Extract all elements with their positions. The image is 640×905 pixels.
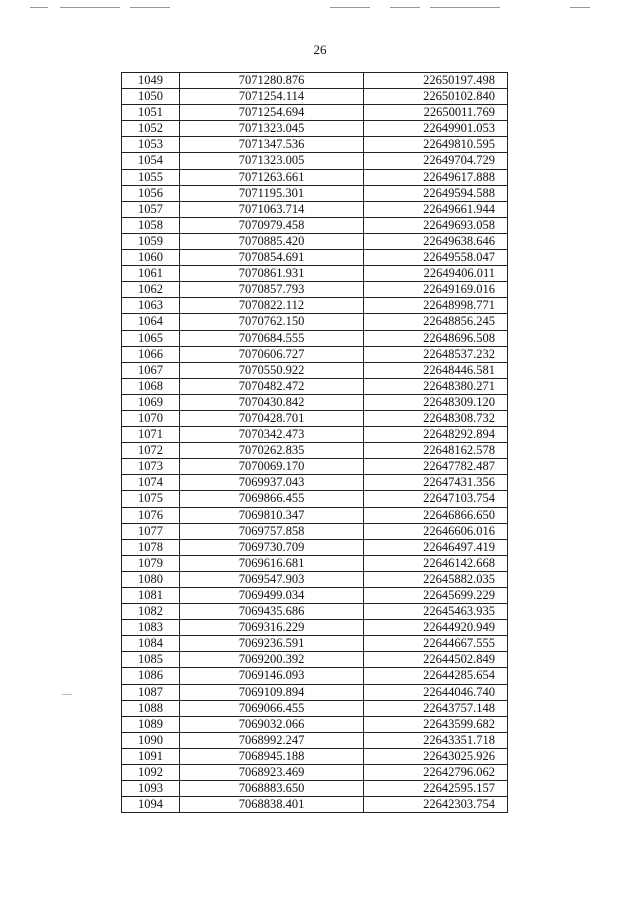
table-row: [122, 330, 508, 346]
table-row: [122, 588, 508, 604]
table-row: [122, 137, 508, 153]
point-number-cell: 1073: [122, 459, 180, 475]
x-coordinate-cell: 7069032.066: [180, 716, 364, 732]
y-coordinate-cell: 22650102.840: [364, 89, 508, 105]
table-row: [122, 604, 508, 620]
point-number-cell: 1084: [122, 636, 180, 652]
table-row: [122, 797, 508, 813]
y-coordinate-cell: 22642595.157: [364, 781, 508, 797]
x-coordinate-cell: 7070430.842: [180, 394, 364, 410]
x-coordinate-cell: 7070885.420: [180, 233, 364, 249]
x-coordinate-cell: 7069109.894: [180, 684, 364, 700]
table-row: [122, 748, 508, 764]
table-row: [122, 73, 508, 89]
x-coordinate-cell: 7070606.727: [180, 346, 364, 362]
margin-mark: [62, 694, 72, 695]
point-number-cell: 1088: [122, 700, 180, 716]
point-number-cell: 1067: [122, 362, 180, 378]
y-coordinate-cell: 22649617.888: [364, 169, 508, 185]
point-number-cell: 1083: [122, 620, 180, 636]
y-coordinate-cell: 22649810.595: [364, 137, 508, 153]
table-row: [122, 378, 508, 394]
y-coordinate-cell: 22649169.016: [364, 282, 508, 298]
point-number-cell: 1064: [122, 314, 180, 330]
y-coordinate-cell: 22648446.581: [364, 362, 508, 378]
x-coordinate-cell: 7071254.694: [180, 105, 364, 121]
y-coordinate-cell: 22643599.682: [364, 716, 508, 732]
y-coordinate-cell: 22647103.754: [364, 491, 508, 507]
y-coordinate-cell: 22647782.487: [364, 459, 508, 475]
x-coordinate-cell: 7069066.455: [180, 700, 364, 716]
y-coordinate-cell: 22646606.016: [364, 523, 508, 539]
y-coordinate-cell: 22648292.894: [364, 427, 508, 443]
x-coordinate-cell: 7069730.709: [180, 539, 364, 555]
point-number-cell: 1078: [122, 539, 180, 555]
point-number-cell: 1053: [122, 137, 180, 153]
table-row: [122, 89, 508, 105]
x-coordinate-cell: 7069435.686: [180, 604, 364, 620]
table-row: [122, 153, 508, 169]
x-coordinate-cell: 7070861.931: [180, 266, 364, 282]
x-coordinate-cell: 7071063.714: [180, 201, 364, 217]
table-row: [122, 652, 508, 668]
table-row: [122, 491, 508, 507]
point-number-cell: 1086: [122, 668, 180, 684]
y-coordinate-cell: 22644285.654: [364, 668, 508, 684]
y-coordinate-cell: 22642303.754: [364, 797, 508, 813]
y-coordinate-cell: 22648537.232: [364, 346, 508, 362]
x-coordinate-cell: 7069146.093: [180, 668, 364, 684]
x-coordinate-cell: 7068945.188: [180, 748, 364, 764]
x-coordinate-cell: 7071254.114: [180, 89, 364, 105]
x-coordinate-cell: 7069937.043: [180, 475, 364, 491]
y-coordinate-cell: 22648380.271: [364, 378, 508, 394]
table-row: [122, 765, 508, 781]
point-number-cell: 1094: [122, 797, 180, 813]
point-number-cell: 1082: [122, 604, 180, 620]
table-row: [122, 732, 508, 748]
table-row: [122, 169, 508, 185]
x-coordinate-cell: 7070069.170: [180, 459, 364, 475]
x-coordinate-cell: 7071263.661: [180, 169, 364, 185]
x-coordinate-cell: 7071195.301: [180, 185, 364, 201]
x-coordinate-cell: 7069866.455: [180, 491, 364, 507]
point-number-cell: 1066: [122, 346, 180, 362]
table-row: [122, 185, 508, 201]
x-coordinate-cell: 7069810.347: [180, 507, 364, 523]
table-row: [122, 217, 508, 233]
table-row: [122, 250, 508, 266]
x-coordinate-cell: 7071347.536: [180, 137, 364, 153]
y-coordinate-cell: 22645699.229: [364, 588, 508, 604]
y-coordinate-cell: 22649693.058: [364, 217, 508, 233]
table-row: [122, 555, 508, 571]
y-coordinate-cell: 22645463.935: [364, 604, 508, 620]
table-row: [122, 427, 508, 443]
x-coordinate-cell: 7070342.473: [180, 427, 364, 443]
table-row: [122, 282, 508, 298]
point-number-cell: 1079: [122, 555, 180, 571]
point-number-cell: 1074: [122, 475, 180, 491]
x-coordinate-cell: 7070482.472: [180, 378, 364, 394]
x-coordinate-cell: 7069757.858: [180, 523, 364, 539]
x-coordinate-cell: 7069200.392: [180, 652, 364, 668]
point-number-cell: 1091: [122, 748, 180, 764]
x-coordinate-cell: 7070428.701: [180, 410, 364, 426]
table-row: [122, 571, 508, 587]
point-number-cell: 1054: [122, 153, 180, 169]
y-coordinate-cell: 22644046.740: [364, 684, 508, 700]
point-number-cell: 1063: [122, 298, 180, 314]
y-coordinate-cell: 22646866.650: [364, 507, 508, 523]
x-coordinate-cell: 7070262.835: [180, 443, 364, 459]
y-coordinate-cell: 22648696.508: [364, 330, 508, 346]
x-coordinate-cell: 7070684.555: [180, 330, 364, 346]
coordinate-table: [121, 72, 508, 813]
y-coordinate-cell: 22648856.245: [364, 314, 508, 330]
table-row: [122, 443, 508, 459]
point-number-cell: 1056: [122, 185, 180, 201]
x-coordinate-cell: 7071323.005: [180, 153, 364, 169]
table-row: [122, 105, 508, 121]
table-row: [122, 684, 508, 700]
point-number-cell: 1058: [122, 217, 180, 233]
table-row: [122, 539, 508, 555]
table-row: [122, 233, 508, 249]
point-number-cell: 1089: [122, 716, 180, 732]
y-coordinate-cell: 22645882.035: [364, 571, 508, 587]
point-number-cell: 1051: [122, 105, 180, 121]
x-coordinate-cell: 7069236.591: [180, 636, 364, 652]
table-row: [122, 298, 508, 314]
y-coordinate-cell: 22648308.732: [364, 410, 508, 426]
y-coordinate-cell: 22648998.771: [364, 298, 508, 314]
point-number-cell: 1060: [122, 250, 180, 266]
point-number-cell: 1075: [122, 491, 180, 507]
table-row: [122, 410, 508, 426]
point-number-cell: 1092: [122, 765, 180, 781]
point-number-cell: 1065: [122, 330, 180, 346]
scan-artifact-top: [30, 5, 610, 11]
x-coordinate-cell: 7070857.793: [180, 282, 364, 298]
y-coordinate-cell: 22643025.926: [364, 748, 508, 764]
x-coordinate-cell: 7069316.229: [180, 620, 364, 636]
x-coordinate-cell: 7068838.401: [180, 797, 364, 813]
x-coordinate-cell: 7069499.034: [180, 588, 364, 604]
table-row: [122, 314, 508, 330]
point-number-cell: 1080: [122, 571, 180, 587]
y-coordinate-cell: 22650011.769: [364, 105, 508, 121]
y-coordinate-cell: 22647431.356: [364, 475, 508, 491]
table-row: [122, 636, 508, 652]
x-coordinate-cell: 7070762.150: [180, 314, 364, 330]
point-number-cell: 1059: [122, 233, 180, 249]
x-coordinate-cell: 7069616.681: [180, 555, 364, 571]
y-coordinate-cell: 22644502.849: [364, 652, 508, 668]
point-number-cell: 1070: [122, 410, 180, 426]
y-coordinate-cell: 22649558.047: [364, 250, 508, 266]
y-coordinate-cell: 22648309.120: [364, 394, 508, 410]
x-coordinate-cell: 7071280.876: [180, 73, 364, 89]
point-number-cell: 1061: [122, 266, 180, 282]
y-coordinate-cell: 22649638.646: [364, 233, 508, 249]
y-coordinate-cell: 22642796.062: [364, 765, 508, 781]
table-row: [122, 346, 508, 362]
y-coordinate-cell: 22649661.944: [364, 201, 508, 217]
table-row: [122, 394, 508, 410]
y-coordinate-cell: 22643757.148: [364, 700, 508, 716]
y-coordinate-cell: 22649406.011: [364, 266, 508, 282]
x-coordinate-cell: 7070822.112: [180, 298, 364, 314]
table-row: [122, 507, 508, 523]
y-coordinate-cell: 22649594.588: [364, 185, 508, 201]
point-number-cell: 1072: [122, 443, 180, 459]
point-number-cell: 1052: [122, 121, 180, 137]
point-number-cell: 1093: [122, 781, 180, 797]
point-number-cell: 1081: [122, 588, 180, 604]
x-coordinate-cell: 7070854.691: [180, 250, 364, 266]
y-coordinate-cell: 22644667.555: [364, 636, 508, 652]
table-row: [122, 201, 508, 217]
point-number-cell: 1068: [122, 378, 180, 394]
y-coordinate-cell: 22648162.578: [364, 443, 508, 459]
x-coordinate-cell: 7068923.469: [180, 765, 364, 781]
point-number-cell: 1076: [122, 507, 180, 523]
table-row: [122, 459, 508, 475]
point-number-cell: 1062: [122, 282, 180, 298]
point-number-cell: 1050: [122, 89, 180, 105]
x-coordinate-cell: 7069547.903: [180, 571, 364, 587]
y-coordinate-cell: 22646142.668: [364, 555, 508, 571]
y-coordinate-cell: 22643351.718: [364, 732, 508, 748]
x-coordinate-cell: 7070550.922: [180, 362, 364, 378]
table-row: [122, 668, 508, 684]
x-coordinate-cell: 7070979.458: [180, 217, 364, 233]
table-row: [122, 362, 508, 378]
table-row: [122, 266, 508, 282]
y-coordinate-cell: 22650197.498: [364, 73, 508, 89]
table-row: [122, 700, 508, 716]
table-row: [122, 620, 508, 636]
table-row: [122, 781, 508, 797]
table-row: [122, 523, 508, 539]
point-number-cell: 1077: [122, 523, 180, 539]
x-coordinate-cell: 7068992.247: [180, 732, 364, 748]
point-number-cell: 1049: [122, 73, 180, 89]
point-number-cell: 1057: [122, 201, 180, 217]
y-coordinate-cell: 22649704.729: [364, 153, 508, 169]
point-number-cell: 1090: [122, 732, 180, 748]
y-coordinate-cell: 22646497.419: [364, 539, 508, 555]
table-row: [122, 475, 508, 491]
table-row: [122, 716, 508, 732]
point-number-cell: 1069: [122, 394, 180, 410]
page-number: 26: [313, 42, 327, 57]
y-coordinate-cell: 22644920.949: [364, 620, 508, 636]
point-number-cell: 1055: [122, 169, 180, 185]
table-row: [122, 121, 508, 137]
point-number-cell: 1085: [122, 652, 180, 668]
x-coordinate-cell: 7071323.045: [180, 121, 364, 137]
point-number-cell: 1087: [122, 684, 180, 700]
x-coordinate-cell: 7068883.650: [180, 781, 364, 797]
point-number-cell: 1071: [122, 427, 180, 443]
y-coordinate-cell: 22649901.053: [364, 121, 508, 137]
